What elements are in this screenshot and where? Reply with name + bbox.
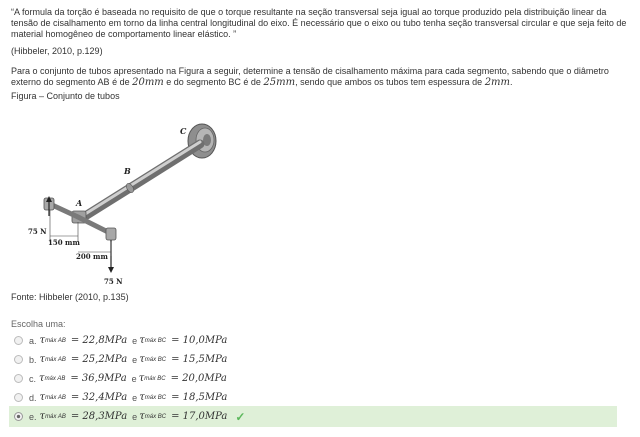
subscript-bc: máx BC [144, 356, 167, 363]
tau-symbol: τ [139, 411, 145, 422]
value-bc: = 17,0MPa [171, 411, 228, 422]
answer-option[interactable] [9, 331, 617, 350]
quote-reference: (Hibbeler, 2010, p.129) [11, 46, 103, 56]
subscript-ab: máx AB [45, 337, 66, 344]
subscript-bc: máx BC [144, 413, 167, 420]
diameter-ab: 20mm [132, 77, 164, 88]
tau-symbol: τ [139, 354, 145, 365]
problem-text-4: . [510, 77, 513, 87]
tau-symbol: τ [39, 373, 45, 384]
answer-option[interactable] [9, 369, 617, 388]
connector: e [132, 354, 138, 365]
tau-symbol: τ [139, 392, 145, 403]
subscript-bc: máx BC [144, 337, 167, 344]
label-a: A [76, 198, 83, 208]
value-ab: = 36,9MPa [70, 373, 127, 384]
tau-symbol: τ [39, 392, 46, 403]
quote-text: “A formula da torção é baseada no requisito de que o torque resultante na seção transversal seja igual ao torque produzido pela distribuição linear da tensão de cisalhamento em torno da linha central longitudinal do eixo. É necessário que o eixo ou tubo tenha seção transversal circular e que seja feito de material homogêneo de comportamento linear elástico. ” [11, 7, 627, 39]
tau-symbol: τ [39, 354, 46, 365]
value-ab: = 22,8MPa [70, 335, 128, 346]
figure-label: Figura – Conjunto de tubos [11, 91, 120, 101]
radio-button[interactable] [14, 374, 23, 383]
option-letter: e. [29, 411, 37, 422]
problem-text-1: Para o conjunto de tubos apresentado na Figura a seguir, determine a tensão de cisalhamento máxima para cada segmento, sabendo que o diâmetro externo do segmento AB é de [11, 66, 609, 87]
correct-check-icon: ✓ [235, 409, 246, 424]
problem-text-2: e do segmento BC é de [163, 77, 264, 87]
tau-symbol: τ [138, 373, 145, 384]
problem-statement [11, 66, 629, 88]
option-letter: c. [29, 373, 37, 384]
connector: e [131, 373, 137, 384]
option-letter: a. [29, 335, 37, 346]
value-bc: = 18,5MPa [171, 392, 228, 403]
problem-text-3: , sendo que ambos os tubos tem espessura de [295, 77, 485, 87]
subscript-ab: máx AB [45, 394, 66, 401]
connector: e [132, 411, 138, 422]
diameter-bc: 25mm [263, 77, 296, 88]
radio-button[interactable] [14, 336, 23, 345]
value-ab: = 28,3MPa [70, 411, 128, 422]
value-bc: = 20,0MPa [170, 373, 227, 384]
subscript-bc: máx BC [144, 394, 167, 401]
label-force-left: 75 N [28, 227, 47, 236]
radio-button[interactable] [14, 355, 23, 364]
connector: e [132, 392, 138, 403]
label-dim-150: 150 mm [48, 238, 80, 247]
choice-prompt: Escolha uma: [11, 319, 66, 329]
value-ab: = 32,4MPa [70, 392, 128, 403]
thickness: 2mm [484, 77, 511, 88]
subscript-bc: máx BC [144, 375, 166, 382]
connector: e [132, 335, 138, 346]
subscript-ab: máx AB [44, 375, 66, 382]
answer-option[interactable] [9, 350, 617, 369]
subscript-ab: máx AB [45, 356, 66, 363]
label-c: C [180, 126, 187, 136]
label-dim-200: 200 mm [76, 252, 108, 261]
value-ab: = 25,2MPa [70, 354, 128, 365]
value-bc: = 10,0MPa [171, 335, 228, 346]
radio-button[interactable] [14, 412, 23, 421]
figure-source: Fonte: Hibbeler (2010, p.135) [11, 292, 129, 302]
value-bc: = 15,5MPa [171, 354, 228, 365]
subscript-ab: máx AB [45, 413, 66, 420]
tau-symbol: τ [139, 335, 145, 346]
label-force-right: 75 N [104, 277, 123, 286]
tau-symbol: τ [39, 335, 46, 346]
tube-assembly-figure [20, 106, 256, 292]
radio-button[interactable] [14, 393, 23, 402]
answer-option[interactable] [9, 406, 617, 427]
tau-symbol: τ [39, 411, 46, 422]
option-letter: d. [29, 392, 37, 403]
answer-option[interactable] [9, 388, 617, 407]
option-letter: b. [29, 354, 37, 365]
main-shaft [82, 142, 200, 218]
label-b: B [124, 166, 131, 176]
